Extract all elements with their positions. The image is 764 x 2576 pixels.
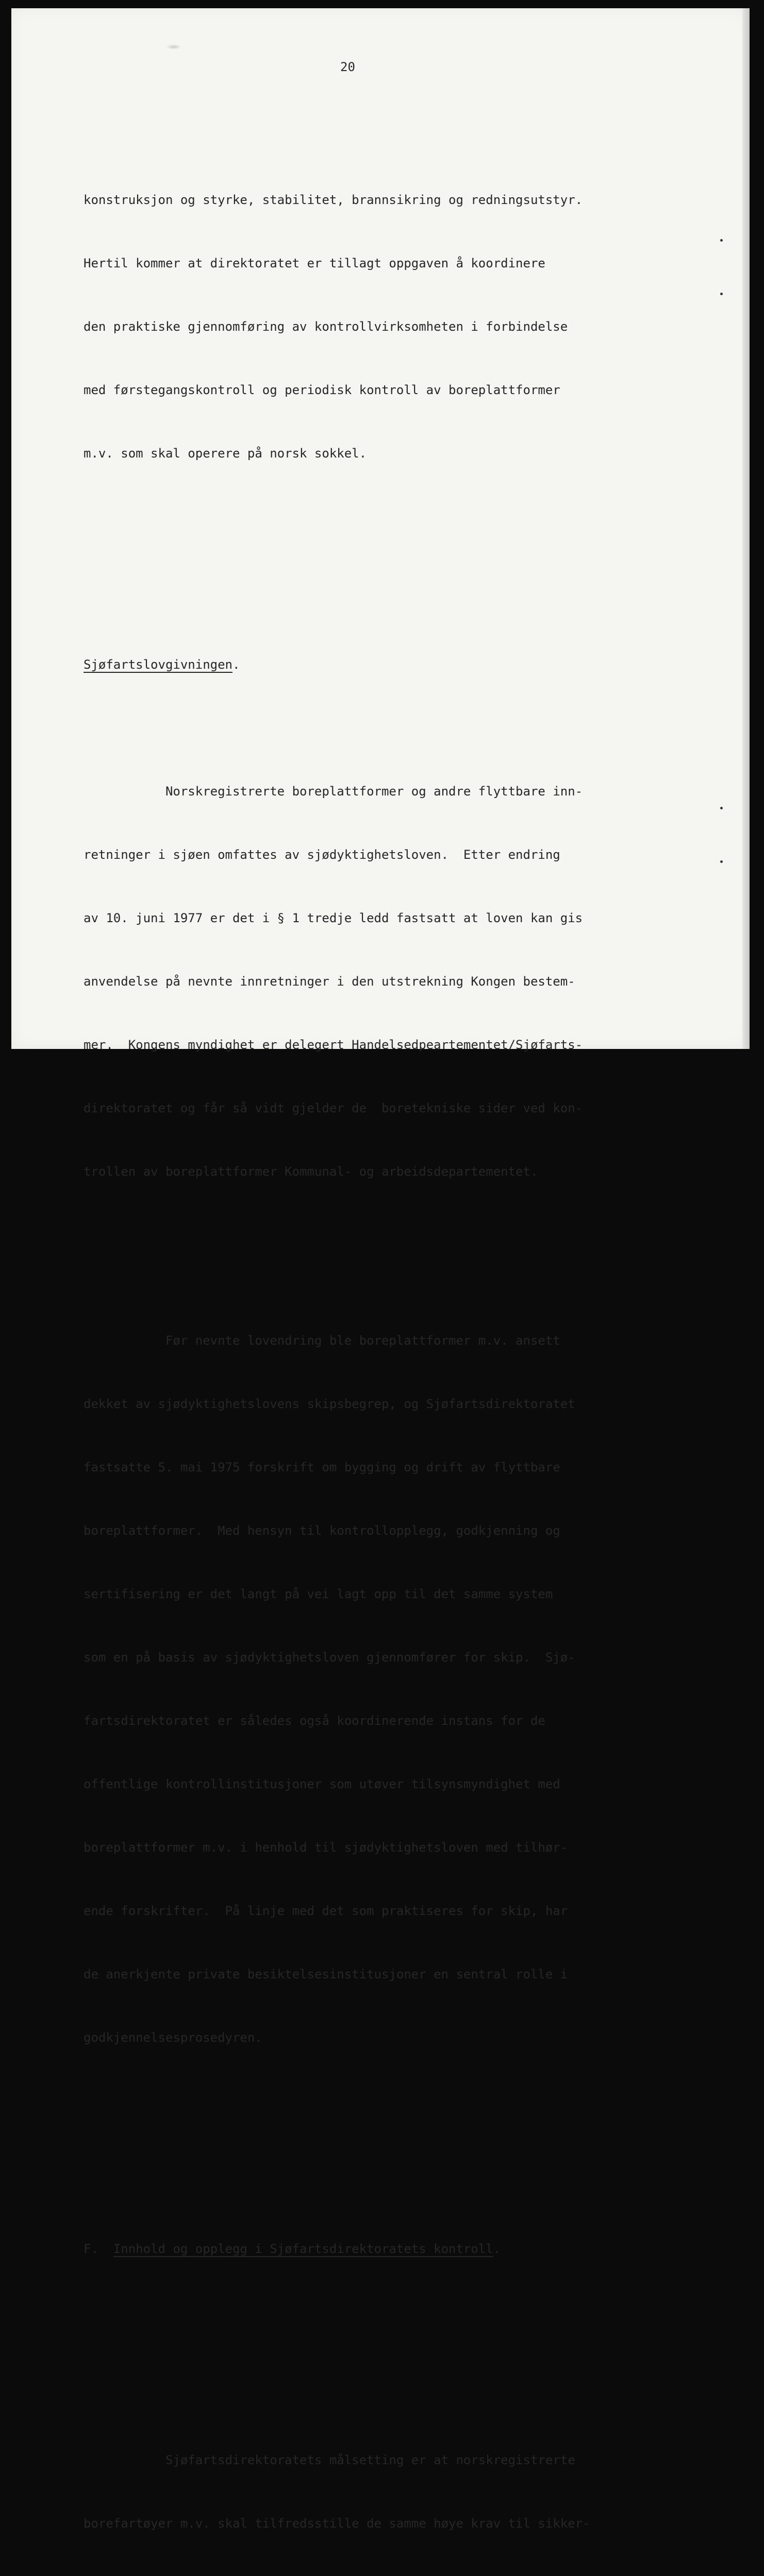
text-line: fastsatte 5. mai 1975 forskrift om bygging og drift av flyttbare <box>84 1460 560 1475</box>
heading-punctuation: . <box>232 657 240 672</box>
text-line: dekket av sjødyktighetslovens skipsbegrep, og Sjøfartsdirektoratet <box>84 1397 575 1411</box>
text-line: konstruksjon og styrke, stabilitet, brannsikring og redningsutstyr. <box>84 193 583 207</box>
spacer <box>84 570 702 591</box>
text-line: ende forskrifter. På linje med det som praktiseres for skip, har <box>84 1904 568 1918</box>
paragraph-1 <box>84 147 702 506</box>
paragraph-3 <box>84 1288 702 2091</box>
spacer <box>84 2154 702 2175</box>
text-line: av 10. juni 1977 er det i § 1 tredje ledd fastsatt at loven kan gis <box>84 911 583 925</box>
text-line: som en på basis av sjødyktighetsloven gjennomfører for skip. Sjø- <box>84 1650 575 1665</box>
text-line: m.v. som skal operere på norsk sokkel. <box>84 446 367 461</box>
text-line: retninger i sjøen omfattes av sjødyktighetsloven. Etter endring <box>84 848 560 862</box>
text-line: de anerkjente private besiktelsesinstitusjoner en sentral rolle i <box>84 1967 568 1981</box>
paragraph-4 <box>84 2408 702 2576</box>
heading-text: Sjøfartslovgivningen <box>84 657 232 672</box>
section-heading-sjofartslovgivningen <box>84 654 702 675</box>
page-number: 20 <box>340 60 355 74</box>
text-line: trollen av boreplattformer Kommunal- og arbeidsdepartementet. <box>84 1164 538 1179</box>
document-page <box>11 8 750 2531</box>
text-line: borefartøyer m.v. skal tilfredsstille de samme høye krav til sikker- <box>84 2516 590 2531</box>
text-line: offentlige kontrollinstitusjoner som utøver tilsynsmyndighet med <box>84 1777 560 1791</box>
text-line: sertifisering er det langt på vei lagt opp til det samme system <box>84 1587 553 1601</box>
text-line: fartsdirektoratet er således også koordinerende instans for de <box>84 1714 545 1728</box>
text-line: anvendelse på nevnte innretninger i den utstrekning Kongen bestem- <box>84 974 575 989</box>
text-line: Sjøfartsdirektoratets målsetting er at norskregistrerte <box>84 2453 575 2467</box>
text-line: godkjennelsesprosedyren. <box>84 2030 262 2045</box>
heading-text: Innhold og opplegg i Sjøfartsdirektoratets kontroll <box>113 2242 493 2256</box>
margin-mark <box>720 807 723 809</box>
text-line: boreplattformer. Med hensyn til kontrollopplegg, godkjenning og <box>84 1523 560 1538</box>
body-text <box>84 105 702 2576</box>
text-line: boreplattformer m.v. i henhold til sjødyktighetsloven med tilhør- <box>84 1840 568 1855</box>
spacer <box>84 2323 702 2344</box>
margin-mark <box>720 239 723 242</box>
text-line: Hertil kommer at direktoratet er tillagt oppgaven å koordinere <box>84 256 545 270</box>
margin-mark <box>720 860 723 863</box>
margin-mark <box>720 293 723 295</box>
text-line: mer. Kongens myndighet er delegert Handelsedpeartementet/Sjøfarts- <box>84 1038 583 1052</box>
heading-prefix: F. <box>84 2242 113 2256</box>
paragraph-2 <box>84 739 702 1225</box>
page-edge-shadow <box>742 8 750 1049</box>
section-heading-f <box>84 2239 702 2260</box>
text-line: med førstegangskontroll og periodisk kontroll av boreplattformer <box>84 383 560 397</box>
heading-punctuation: . <box>493 2242 501 2256</box>
text-line: direktoratet og får så vidt gjelder de boretekniske sider ved kon- <box>84 1101 583 1115</box>
scan-smudge <box>166 44 181 49</box>
text-line: Norskregistrerte boreplattformer og andre flyttbare inn- <box>84 784 583 799</box>
text-line: den praktiske gjennomføring av kontrollvirksomheten i forbindelse <box>84 319 568 334</box>
text-line: Før nevnte lovendring ble boreplattformer m.v. ansett <box>84 1333 560 1348</box>
